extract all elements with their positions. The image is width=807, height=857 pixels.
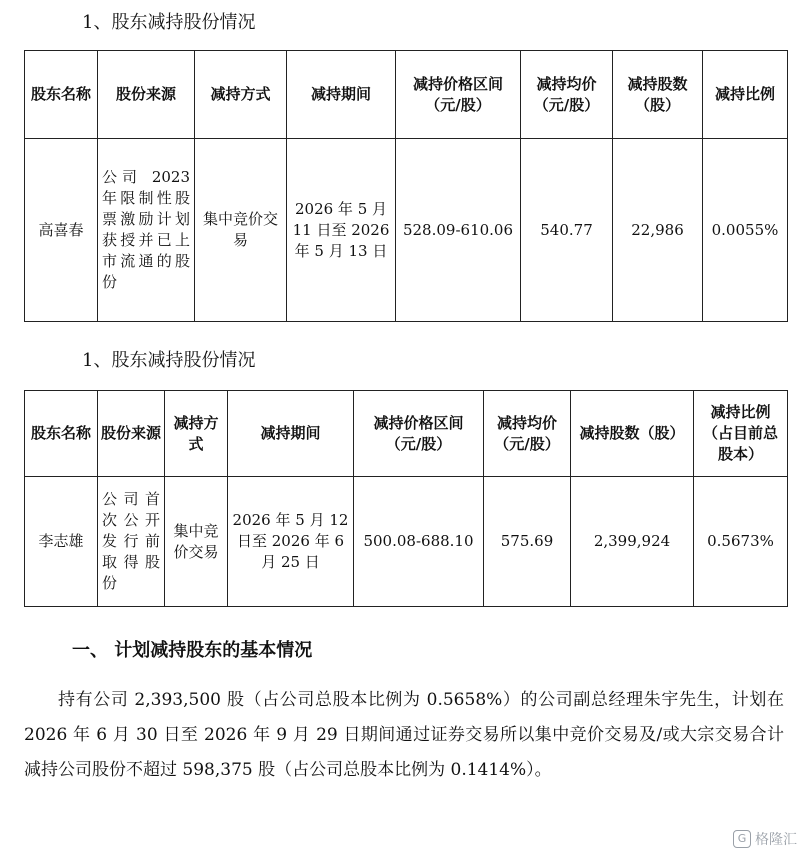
header-cell: 减持股数（股） [613, 51, 703, 139]
price-range: 500.08-688.10 [354, 477, 484, 607]
share-source: 公司 2023 年限制性股票激励计划获授并已上市流通的股份 [98, 139, 195, 322]
holder-name: 李志雄 [25, 477, 98, 607]
header-cell: 股东名称 [25, 391, 98, 477]
section2-heading: 1、股东减持股份情况 [82, 350, 256, 371]
reduction-period: 2026 年 5 月 12 日至 2026 年 6 月 25 日 [228, 477, 354, 607]
header-cell: 减持股数（股） [571, 391, 694, 477]
holder-name: 高喜春 [25, 139, 98, 322]
section1-heading: 1、股东减持股份情况 [82, 12, 256, 33]
share-source: 公司首次公开发行前取得股份 [98, 477, 165, 607]
header-cell: 股份来源 [98, 51, 195, 139]
reduction-method: 集中竞价交易 [165, 477, 228, 607]
table-row [25, 477, 788, 607]
header-cell: 减持均价（元/股） [484, 391, 571, 477]
table-header-row [25, 51, 788, 139]
header-cell: 减持方式 [195, 51, 287, 139]
table-header-row [25, 391, 788, 477]
header-cell: 股东名称 [25, 51, 98, 139]
price-range: 528.09-610.06 [396, 139, 521, 322]
watermark-text: 格隆汇 [755, 832, 797, 848]
watermark [733, 829, 797, 849]
shares-reduced: 2,399,924 [571, 477, 694, 607]
plan-paragraph: 持有公司 2,393,500 股（占公司总股本比例为 0.5658%）的公司副总经理朱宇先生，计划在 2026 年 6 月 30 日至 2026 年 9 月 29 日期间通过证券交易所以集中竞价交易及/或大宗交易合计减持公司股份不超过 598,375 股（占公司总股本比例为 0.1414%）。 [24, 690, 784, 780]
reduction-table-2 [24, 390, 788, 607]
average-price: 540.77 [521, 139, 613, 322]
reduction-method: 集中竞价交易 [195, 139, 287, 322]
g-logo-icon: G [733, 830, 751, 848]
table-row [25, 139, 788, 322]
header-cell: 减持期间 [228, 391, 354, 477]
average-price: 575.69 [484, 477, 571, 607]
header-cell: 减持期间 [287, 51, 396, 139]
header-cell: 减持比例（占目前总股本） [694, 391, 788, 477]
header-cell: 减持方式 [165, 391, 228, 477]
reduction-ratio: 0.5673% [694, 477, 788, 607]
reduction-table-1 [24, 50, 788, 322]
header-cell: 减持价格区间（元/股） [354, 391, 484, 477]
header-cell: 股份来源 [98, 391, 165, 477]
reduction-period: 2026 年 5 月 11 日至 2026 年 5 月 13 日 [287, 139, 396, 322]
header-cell: 减持均价（元/股） [521, 51, 613, 139]
shares-reduced: 22,986 [613, 139, 703, 322]
reduction-ratio: 0.0055% [703, 139, 788, 322]
header-cell: 减持价格区间（元/股） [396, 51, 521, 139]
section3-heading: 一、 计划减持股东的基本情况 [72, 640, 313, 661]
header-cell: 减持比例 [703, 51, 788, 139]
